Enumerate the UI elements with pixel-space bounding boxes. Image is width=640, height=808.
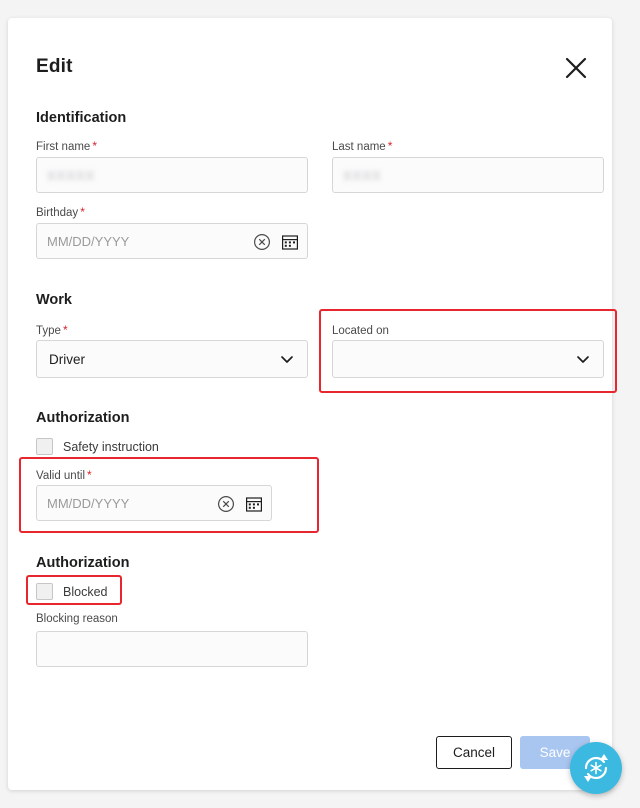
section-work-title: Work — [36, 292, 72, 308]
last-name-field[interactable] — [332, 157, 604, 193]
calendar-icon[interactable] — [245, 495, 263, 513]
blocked-row[interactable] — [36, 583, 107, 600]
save-button[interactable]: Save — [520, 736, 590, 769]
chevron-down-icon — [279, 351, 295, 367]
page-title: Edit — [36, 56, 73, 77]
chevron-down-icon — [575, 351, 591, 367]
type-label-text: Type — [36, 325, 61, 337]
valid-until-required: * — [87, 468, 92, 482]
calendar-icon[interactable] — [281, 233, 299, 251]
valid-until-field-icons — [217, 486, 271, 522]
type-required: * — [62, 323, 68, 337]
safety-instruction-checkbox[interactable] — [36, 438, 53, 455]
first-name-field[interactable] — [36, 157, 308, 193]
type-value: Driver — [49, 351, 85, 367]
valid-until-label — [36, 468, 92, 482]
safety-instruction-row[interactable] — [36, 438, 159, 455]
located-on-label-text: Located on — [332, 325, 389, 337]
blocking-reason-label — [36, 613, 118, 625]
clear-icon[interactable] — [217, 495, 235, 513]
refresh-snowflake-icon[interactable] — [570, 742, 622, 794]
located-on-label — [332, 323, 391, 337]
birthday-label — [36, 205, 85, 219]
dialog-header — [8, 18, 612, 80]
edit-dialog — [8, 18, 612, 790]
last-name-label-text: Last name — [332, 141, 386, 153]
valid-until-label-text: Valid until — [36, 470, 86, 482]
last-name-value: XXXX — [343, 167, 382, 183]
type-select[interactable] — [36, 340, 308, 378]
safety-instruction-label: Safety instruction — [63, 439, 159, 454]
blocking-reason-label-text: Blocking reason — [36, 613, 118, 625]
birthday-field[interactable] — [36, 223, 308, 259]
first-name-value: XXXXX — [47, 167, 96, 183]
close-icon[interactable] — [562, 54, 590, 82]
cancel-button[interactable]: Cancel — [436, 736, 512, 769]
type-label — [36, 323, 68, 337]
first-name-required: * — [92, 139, 97, 153]
first-name-label — [36, 139, 97, 153]
blocked-label: Blocked — [63, 584, 108, 599]
dialog-body — [8, 80, 612, 790]
birthday-required: * — [80, 205, 85, 219]
clear-icon[interactable] — [253, 233, 271, 251]
birthday-label-text: Birthday — [36, 207, 79, 219]
last-name-required: * — [387, 139, 393, 153]
blocked-checkbox[interactable] — [36, 583, 53, 600]
first-name-label-text: First name — [36, 141, 91, 153]
valid-until-field[interactable] — [36, 485, 272, 521]
valid-until-placeholder: MM/DD/YYYY — [47, 495, 130, 511]
blocking-reason-field[interactable] — [36, 631, 308, 667]
last-name-label — [332, 139, 392, 153]
section-identification-title: Identification — [36, 110, 127, 126]
birthday-field-icons — [253, 224, 307, 260]
birthday-placeholder: MM/DD/YYYY — [47, 233, 130, 249]
section-authorization-title: Authorization — [36, 410, 130, 426]
section-authorization-2-title: Authorization — [36, 555, 130, 571]
located-on-select[interactable] — [332, 340, 604, 378]
